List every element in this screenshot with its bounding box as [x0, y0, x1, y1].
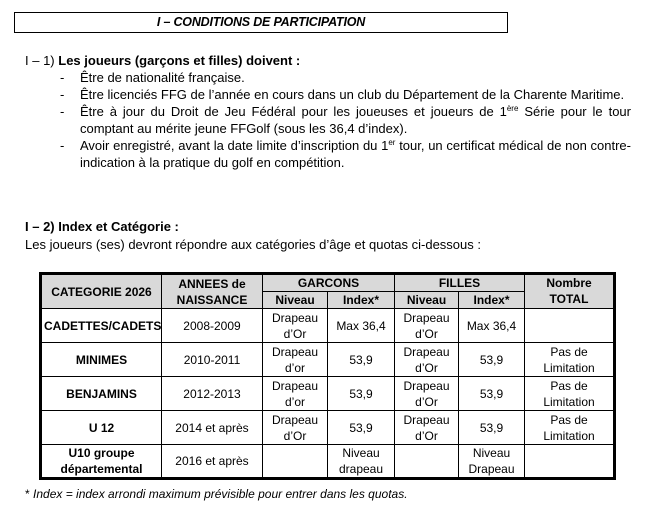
cell-years: 2014 et après — [162, 411, 263, 445]
conditions-list — [60, 69, 631, 171]
table-row — [41, 411, 615, 445]
cell-category: U 12 — [41, 411, 162, 445]
condition-item — [60, 86, 631, 103]
cell-years: 2016 et après — [162, 445, 263, 479]
section2-intro: Les joueurs (ses) devront répondre aux catégories d’âge et quotas ci-dessous : — [25, 237, 481, 252]
condition-text: Être licenciés FFG de l’année en cours dans un club du Département de la Charente Maritime. — [80, 87, 625, 102]
cell-category: BENJAMINS — [41, 377, 162, 411]
cell-boys-index: 53,9 — [328, 343, 395, 377]
header-girls-level: Niveau — [395, 292, 459, 309]
condition-text: Série pour le tour comptant au mérite jeune FFGolf (sous les 36,4 d’index). — [80, 104, 631, 136]
section2-title: I – 2) Index et Catégorie : — [25, 219, 179, 234]
cell-girls-index: 53,9 — [459, 377, 525, 411]
superscript: ère — [506, 104, 519, 113]
cell-boys-level: Drapeau d’Or — [263, 309, 328, 343]
cell-years: 2012-2013 — [162, 377, 263, 411]
cell-girls-index: 53,9 — [459, 343, 525, 377]
table-row — [41, 309, 615, 343]
section1-number: I – 1) — [25, 53, 55, 68]
cell-total: Pas de Limitation — [525, 343, 615, 377]
cell-years: 2008-2009 — [162, 309, 263, 343]
cell-total: Pas de Limitation — [525, 411, 615, 445]
category-table — [39, 272, 616, 480]
header-boys: GARCONS — [263, 274, 395, 292]
cell-boys-level: Drapeau d’or — [263, 377, 328, 411]
section1-title: Les joueurs (garçons et filles) doivent : — [58, 53, 301, 68]
cell-total: Pas de Limitation — [525, 377, 615, 411]
footnote-text: Index = index arrondi maximum prévisible pour entrer dans les quotas. — [29, 487, 408, 501]
section-title-box — [14, 12, 508, 33]
condition-item — [60, 69, 631, 86]
table-row — [41, 377, 615, 411]
bullet-dash: - — [60, 138, 65, 153]
cell-boys-index: Niveau drapeau — [328, 445, 395, 479]
header-girls: FILLES — [395, 274, 525, 292]
cell-years: 2010-2011 — [162, 343, 263, 377]
condition-text: Avoir enregistré, avant la date limite d’inscription du 1 — [80, 138, 389, 153]
section2-heading — [25, 218, 179, 235]
cell-girls-level — [395, 445, 459, 479]
section-title: I – CONDITIONS DE PARTICIPATION — [156, 15, 366, 29]
cell-boys-index: 53,9 — [328, 377, 395, 411]
cell-girls-level: Drapeau d’Or — [395, 377, 459, 411]
cell-girls-index: Max 36,4 — [459, 309, 525, 343]
bullet-dash: - — [60, 87, 65, 102]
header-total: Nombre TOTAL — [525, 274, 615, 309]
cell-boys-level: Drapeau d’or — [263, 343, 328, 377]
header-boys-level: Niveau — [263, 292, 328, 309]
cell-boys-level: Drapeau d’Or — [263, 411, 328, 445]
cell-girls-level: Drapeau d’Or — [395, 309, 459, 343]
condition-item — [60, 137, 631, 171]
condition-text: Être de nationalité française. — [80, 70, 245, 85]
header-category: CATEGORIE 2026 — [41, 274, 162, 309]
section1-heading — [25, 52, 300, 69]
bullet-dash: - — [60, 104, 65, 119]
cell-boys-level — [263, 445, 328, 479]
cell-total — [525, 445, 615, 479]
cell-girls-level: Drapeau d’Or — [395, 343, 459, 377]
condition-text: Être à jour du Droit de Jeu Fédéral pour les joueuses et joueurs de 1 — [80, 104, 507, 119]
table-row — [41, 445, 615, 479]
cell-boys-index: Max 36,4 — [328, 309, 395, 343]
cell-category: CADETTES/CADETS — [41, 309, 162, 343]
cell-boys-index: 53,9 — [328, 411, 395, 445]
cell-category: MINIMES — [41, 343, 162, 377]
footnote — [25, 486, 408, 502]
cell-girls-index: Niveau Drapeau — [459, 445, 525, 479]
cell-girls-index: 53,9 — [459, 411, 525, 445]
header-girls-index: Index* — [459, 292, 525, 309]
condition-text: tour, un certificat médical de non contre-indication à la pratique du golf en compétition. — [80, 138, 631, 170]
cell-category: U10 groupe départemental — [41, 445, 162, 479]
superscript: er — [388, 138, 396, 147]
header-birth-years: ANNEES de NAISSANCE — [162, 274, 263, 309]
cell-total — [525, 309, 615, 343]
footnote-star: * — [25, 487, 30, 501]
condition-item — [60, 103, 631, 137]
table-row — [41, 343, 615, 377]
header-boys-index: Index* — [328, 292, 395, 309]
cell-girls-level: Drapeau d’Or — [395, 411, 459, 445]
bullet-dash: - — [60, 70, 65, 85]
